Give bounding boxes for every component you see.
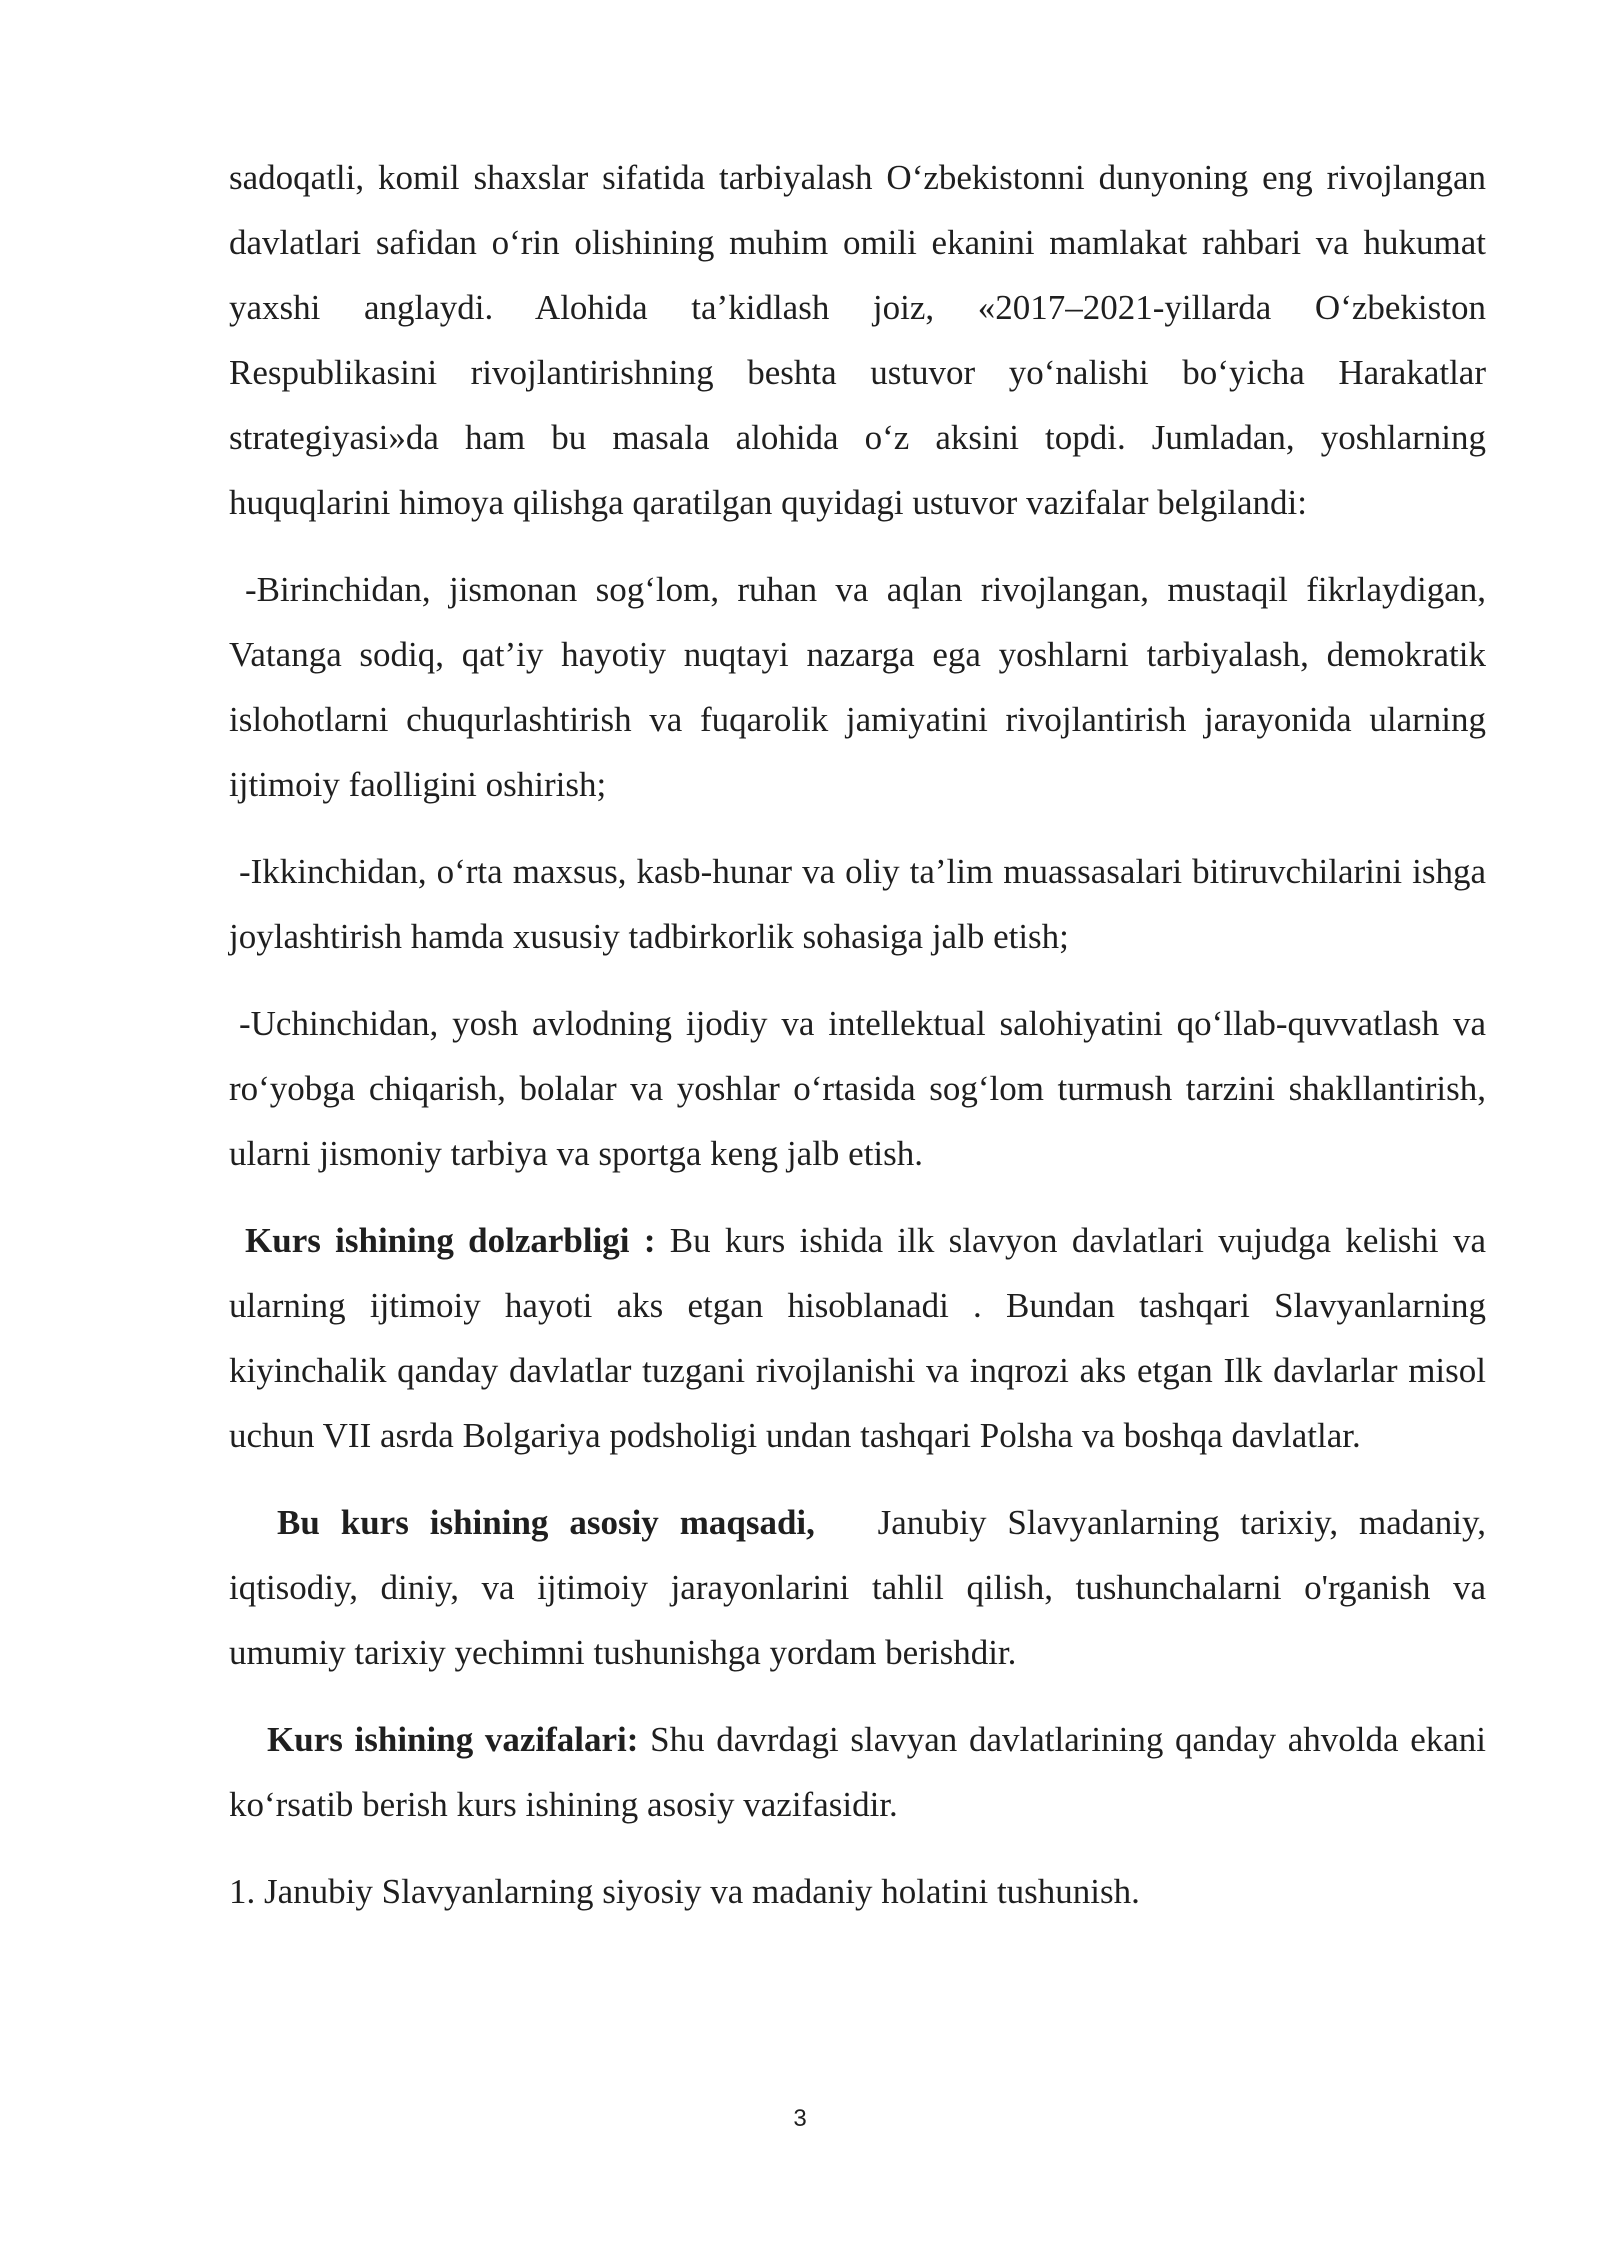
intro-paragraph: sadoqatli, komil shaxslar sifatida tarbiyalash O‘zbekistonni dunyoning eng rivojlangan davlatlari safidan o‘rin olishining muhim omili ekanini mamlakat rahbari va hukumat yaxshi anglaydi. Alohida ta’kidlash joiz, «2017–2021-yillarda O‘zbekiston Respublikasini rivojlantirishning beshta ustuvor yo‘nalishi bo‘yicha Harakatlar strategiyasi»da ham bu masala alohida o‘z aksini topdi. Jumladan, yoshlarning huquqlarini himoya qilishga qaratilgan quyidagi ustuvor vazifalar belgilandi: [229, 158, 1486, 522]
list-item-third: -Uchinchidan, yosh avlodning ijodiy va intellektual salohiyatini qo‘llab-quvvatlash va ro‘yobga chiqarish, bolalar va yoshlar o‘rtasida sog‘lom turmush tarzini shakllantirish, ularni jismoniy tarbiya va sportga keng jalb etish. [229, 1004, 1486, 1173]
tasks-paragraph [229, 1707, 1486, 1837]
relevance-text: Bu kurs ishida ilk slavyon davlatlari vujudga kelishi va ularning ijtimoiy hayoti aks etgan hisoblanadi . Bundan tashqari Slavyanlarning kiyinchalik qanday davlatlar tuzgani rivojlanishi va inqrozi aks etgan Ilk davlarlar misol uchun VII asrda Bolgariya podsholigi undan tashqari Polsha va boshqa davlatlar. [229, 1221, 1486, 1455]
page-body [229, 145, 1495, 1924]
list-item-second: -Ikkinchidan, o‘rta maxsus, kasb-hunar va oliy ta’lim muassasalari bitiruvchilarini ishga joylashtirish hamda xususiy tadbirkorlik sohasiga jalb etish; [229, 852, 1486, 956]
tasks-text: Shu davrdagi slavyan davlatlarining qanday ahvolda ekani ko‘rsatib berish kurs ishining asosiy vazifasidir. [229, 1720, 1486, 1824]
list-item-first: -Birinchidan, jismonan sog‘lom, ruhan va aqlan rivojlangan, mustaqil fikrlaydigan, Vatanga sodiq, qat’iy hayotiy nuqtayi nazarga ega yoshlarni tarbiyalash, demokratik islohotlarni chuqurlashtirish va fuqarolik jamiyatini rivojlantirish jarayonida ularning ijtimoiy faolligini oshirish; [229, 570, 1486, 804]
relevance-heading: Kurs ishining dolzarbligi : [245, 1221, 656, 1260]
goal-heading: Bu kurs ishining asosiy maqsadi, [277, 1503, 815, 1542]
goal-text: Janubiy Slavyanlarning tarixiy, madaniy, iqtisodiy, diniy, va ijtimoiy jarayonlarini tahlil qilish, tushunchalarni o'rganish va umumiy tarixiy yechimni tushunishga yordam berishdir. [229, 1503, 1495, 1672]
goal-paragraph [229, 1490, 1495, 1685]
task-item-first: 1. Janubiy Slavyanlarning siyosiy va madaniy holatini tushunish. [229, 1872, 1140, 1911]
tasks-heading: Kurs ishining vazifalari: [267, 1720, 639, 1759]
relevance-paragraph [229, 1208, 1486, 1468]
page-number: 3 [793, 2105, 807, 2132]
